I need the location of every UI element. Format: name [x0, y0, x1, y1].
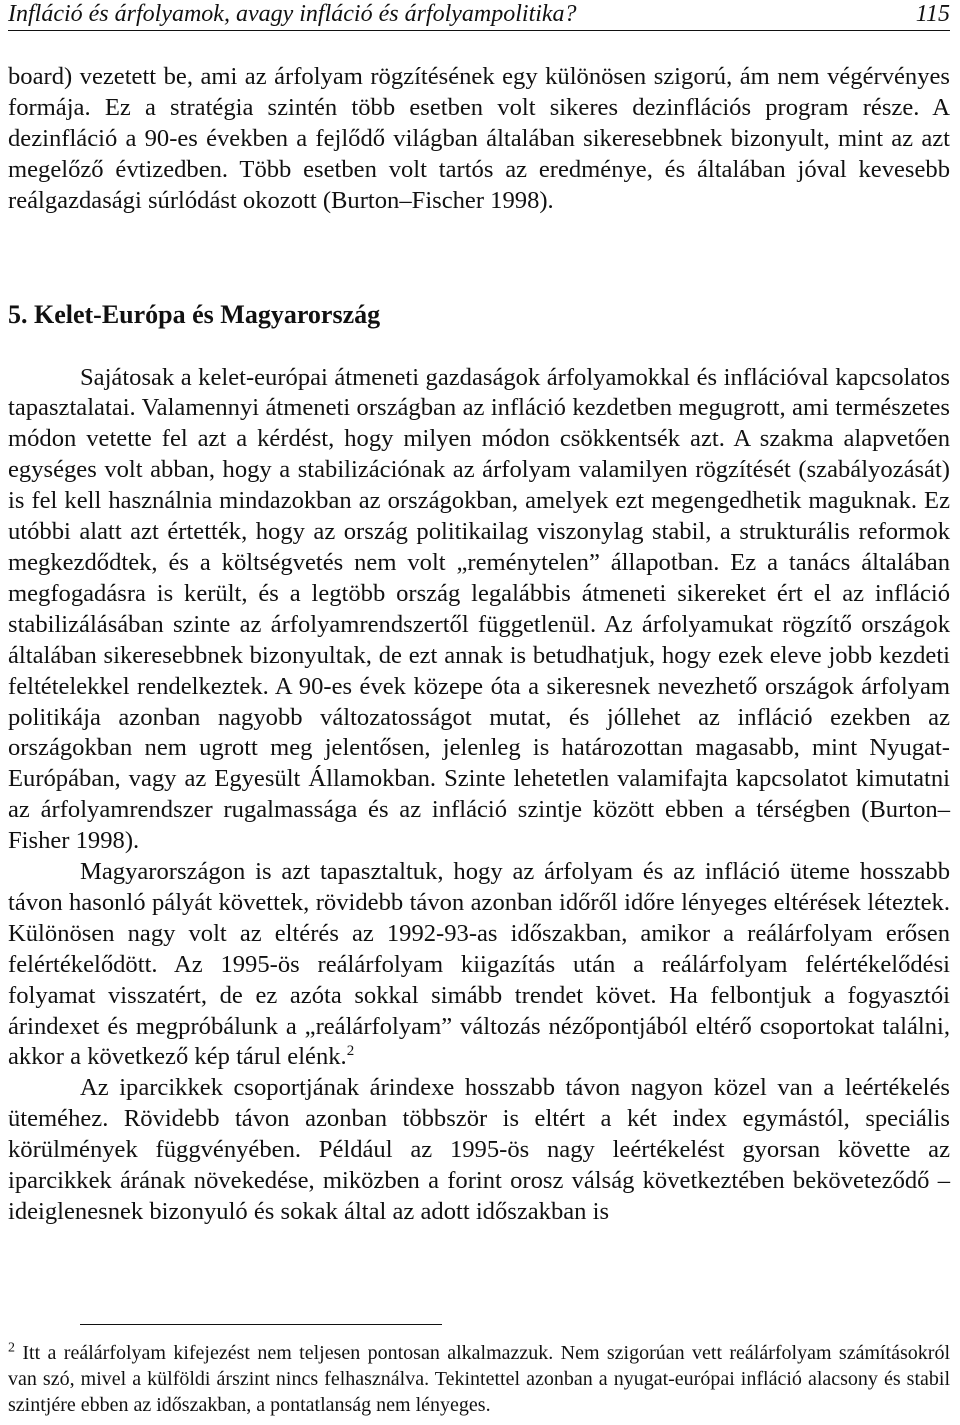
section-heading: [8, 299, 950, 331]
paragraph-1: Sajátosak a kelet-európai átmeneti gazdaságok árfolyamokkal és inflációval kapcsolatos tapasztalatai. Valamennyi átmeneti országban az infláció kezdetben megugrott, ami természetes módon vetette fel azt a kérdést, hogy milyen módon csökkentsék azt. A szakma alapvetően egységes volt abban, hogy a stabilizációnak az árfolyam valamilyen rögzítését (szabályozását) is fel kell használnia mindazokban az országokban, amelyek ezt megengedhetik maguknak. Ez utóbbi alatt azt értették, hogy az ország politikailag viszonylag stabil, a strukturális reformok megkezdődtek, és a költségvetés nem volt „reménytelen” állapotban. Ez a tanács általában megfogadásra is került, és a legtöbb ország legalábbis átmeneti sikereket ért el az infláció stabilizálásában szinte az árfolyamrendszertől függetlenül. Az árfolyamukat rögzítő országok általában sikeresebbnek bizonyultak, de ezt annak is betudhatjuk, hogy ezek eleve jobb kezdeti feltételekkel rendelkeztek. A 90-es évek közepe óta a sikeresnek nevezhető országok árfolyam politikája azonban nagyobb változatosságot mutat, és jóllehet az infláció ezekben az országokban nem ugrott meg jelentősen, jelenleg is határozottan magasabb, mint Nyugat-Európában, vagy az Egyesült Államokban. Szinte lehetetlen valamifajta kapcsolatot kimutatni az árfolyamrendszer rugalmassága és az infláció szintje között ebben a térségben (Burton–Fisher 1998).: [8, 363, 950, 855]
paragraph-3: Az iparcikkek csoportjának árindexe hosszabb távon nagyon közel van a leértékelés üteméhez. Rövidebb távon azonban többször is eltért a két index egymástól, speciális körülmények függvényében. Például az 1995-ös nagy leértékelést gyorsan követte az iparcikkek árának növekedése, miközben a forint orosz válság következtében beköveteződő – ideiglenesnek bizonyuló és sokak által az adott időszakban is: [8, 1074, 950, 1225]
section-title: Kelet-Európa és Magyarország: [34, 299, 381, 329]
page-number: 115: [915, 1, 950, 27]
body-text: [8, 62, 950, 1228]
footnote: [8, 1340, 950, 1418]
footnote-number: 2: [8, 1340, 15, 1356]
section-number: 5.: [8, 299, 28, 329]
footnote-text: Itt a reálárfolyam kifejezést nem teljesen pontosan alkalmazzuk. Nem szigorúan vett reálárfolyam számításokról van szó, mivel a külföldi árszint nincs felhasználva. Tekintettel azonban a nyugat-európai infláció alacsony és stabil szintjére ebben az időszakban, a pontatlanság nem lényeges.: [8, 1342, 951, 1416]
intro-paragraph: board) vezetett be, ami az árfolyam rögzítésének egy különösen szigorú, ám nem végérvényes formája. Ez a stratégia szintén több esetben volt sikeres dezinflációs program része. A dezinfláció a 90-es években a fejlődő világban általában sikeresebbnek bizonyult, mint az azt megelőző évtizedben. Több esetben volt tartós az eredménye, és általában jóval kevesebb reálgazdasági súrlódást okozott (Burton–Fischer 1998).: [8, 63, 950, 214]
running-header: [8, 0, 950, 31]
footnote-divider: [80, 1324, 442, 1325]
running-title: Infláció és árfolyamok, avagy infláció és árfolyampolitika?: [8, 1, 577, 27]
footnote-reference[interactable]: 2: [346, 1043, 355, 1060]
paragraph-2-text: Magyarországon is azt tapasztaltuk, hogy az árfolyam és az infláció üteme hosszabb távon hasonló pályát követtek, rövidebb távon azonban időről időre lényeges eltérések léteztek. Különösen nagy volt az eltérés az 1992-93-as időszakban, amikor a reálárfolyam erősen felértékelődött. Az 1995-ös reálárfolyam kiigazítás után a reálárfolyam felértékelődési folyamat visszatért, de ez azóta sokkal simább trendet követ. Ha felbontjuk a fogyasztói árindexet és megpróbálunk a „reálárfolyam” változás nézőpontjából eltérő csoportokat találni, akkor a következő kép tárul elénk.: [8, 858, 950, 1071]
paragraph-2: [8, 857, 950, 1073]
